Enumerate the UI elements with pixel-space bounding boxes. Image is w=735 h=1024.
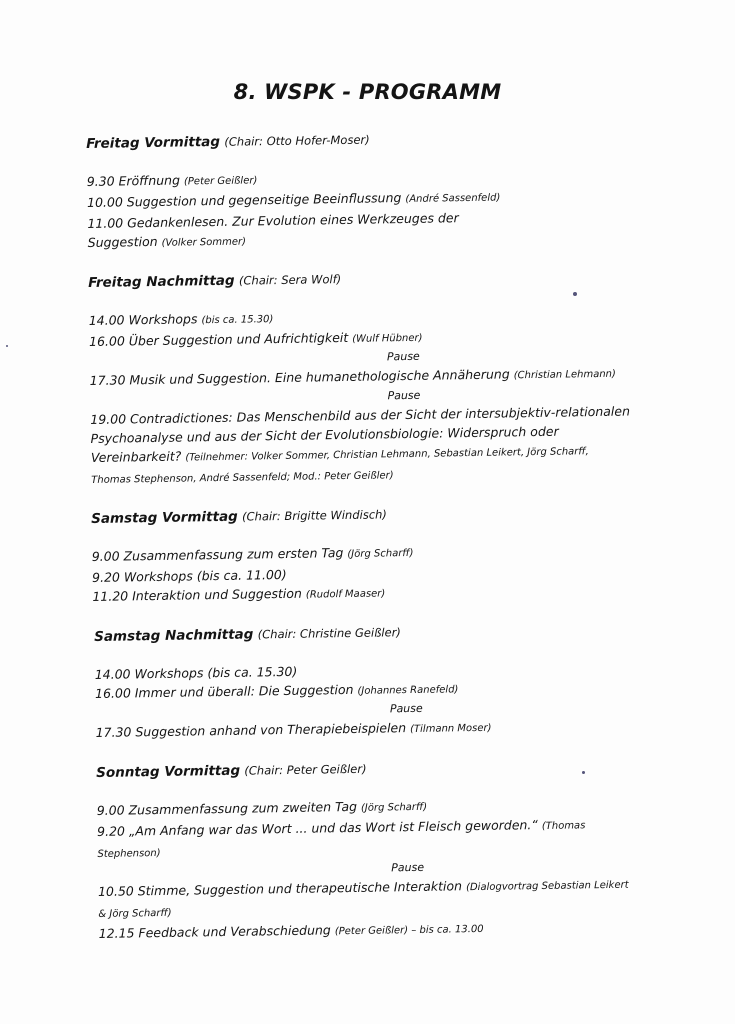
item-text: 10.00 Suggestion und gegenseitige Beeinflussung [86, 189, 406, 210]
section-heading [86, 125, 676, 154]
item-list [87, 163, 678, 254]
section-chair: (Chair: Otto Hofer-Moser) [224, 132, 370, 149]
item-list [89, 302, 680, 490]
item-list [92, 538, 678, 608]
document-title: 8. WSPK - PROGRAMM [233, 80, 502, 104]
pause-label: Pause [391, 860, 425, 875]
item-text: 10.50 Stimme, Suggestion und therapeutische Interaktion [97, 878, 467, 899]
item-text: 16.00 Immer und überall: Die Suggestion [94, 681, 358, 701]
scan-speck [6, 345, 8, 347]
section-freitag-vormittag [86, 125, 678, 254]
item-note: & Jörg Scharff) [98, 907, 172, 920]
section-chair: (Chair: Sera Wolf) [238, 272, 342, 288]
item-note: (Thomas [541, 820, 586, 833]
item-note: Stephenson) [97, 847, 161, 860]
section-day: Samstag Nachmittag [94, 626, 254, 645]
item-note: (Christian Lehmann) [513, 368, 616, 382]
item-note: (Dialogvortrag Sebastian Leikert [465, 879, 629, 894]
item-text: 9.00 Zusammenfassung zum ersten Tag [91, 544, 348, 564]
item-text: 12.15 Feedback und Verabschiedung [98, 922, 335, 941]
item-text: 14.00 Workshops (bis ca. 15.30) [94, 663, 298, 682]
item-note: Thomas Stephenson, André Sassenfeld; Mod.: Peter Geißler) [91, 470, 394, 486]
item-text: 11.20 Interaktion und Suggestion [92, 585, 306, 604]
item-list [95, 656, 678, 744]
pause-label: Pause [386, 349, 420, 364]
item-text: 9.00 Zusammenfassung zum zweiten Tag [96, 798, 362, 818]
item-note: (bis ca. 15.30) [201, 314, 274, 327]
section-day: Sonntag Vormittag [96, 762, 241, 781]
item-note: (Teilnehmer: Volker Sommer, Christian Lehmann, Sebastian Leikert, Jörg Scharff, [185, 446, 589, 464]
item-list [97, 792, 679, 945]
item-note: (Tilmann Moser) [410, 722, 492, 736]
section-freitag-nachmittag [88, 264, 679, 490]
pause-label: Pause [387, 388, 421, 403]
item-text: 11.00 Gedankenlesen. Zur Evolution eines Werkzeuges der [87, 210, 459, 231]
scan-speck [582, 771, 585, 774]
item-note: (Johannes Ranefeld) [357, 684, 459, 697]
item-text: 9.20 Workshops (bis ca. 11.00) [91, 566, 287, 585]
item-note: (Rudolf Maaser) [305, 588, 386, 601]
item-note: (Peter Geißler) – bis ca. 13.00 [334, 923, 484, 938]
item-text: 17.30 Musik und Suggestion. Eine humanethologische Annäherung [89, 366, 514, 388]
section-chair: (Chair: Christine Geißler) [257, 625, 401, 642]
item-note: (Jörg Scharff) [360, 801, 428, 814]
item-text: 14.00 Workshops [88, 311, 202, 328]
section-sonntag-vormittag [96, 754, 679, 945]
section-samstag-nachmittag [94, 618, 678, 744]
section-chair: (Chair: Brigitte Windisch) [241, 507, 387, 524]
section-day: Samstag Vormittag [91, 508, 238, 527]
item-text: 17.30 Suggestion anhand von Therapiebeispielen [95, 720, 411, 740]
item-text: Vereinbarkeit? [90, 448, 186, 465]
program-content [86, 134, 676, 945]
item-text: 9.20 „Am Anfang war das Wort ... und das Wort ist Fleisch geworden.“ [96, 817, 542, 839]
item-note: (Peter Geißler) [183, 175, 258, 188]
section-day: Freitag Nachmittag [88, 272, 235, 291]
item-note: (André Sassenfeld) [405, 192, 501, 205]
section-samstag-vormittag [91, 500, 677, 608]
section-day: Freitag Vormittag [86, 133, 221, 152]
item-text: 9.30 Eröffnung [86, 172, 185, 189]
item-note: (Wulf Hübner) [352, 332, 423, 345]
item-text: Suggestion [87, 233, 162, 250]
item-note: (Volker Sommer) [161, 236, 247, 249]
item-note: (Jörg Scharff) [347, 547, 414, 560]
item-text: 19.00 Contradictiones: Das Menschenbild aus der Sicht der intersubjektiv-relationalen [90, 403, 631, 427]
scan-speck [573, 292, 577, 296]
pause-label: Pause [389, 701, 423, 716]
section-chair: (Chair: Peter Geißler) [244, 761, 367, 778]
item-text: 16.00 Über Suggestion und Aufrichtigkeit [88, 329, 353, 349]
item-text: Psychoanalyse und aus der Sicht der Evolutionsbiologie: Widerspruch oder [90, 423, 559, 446]
